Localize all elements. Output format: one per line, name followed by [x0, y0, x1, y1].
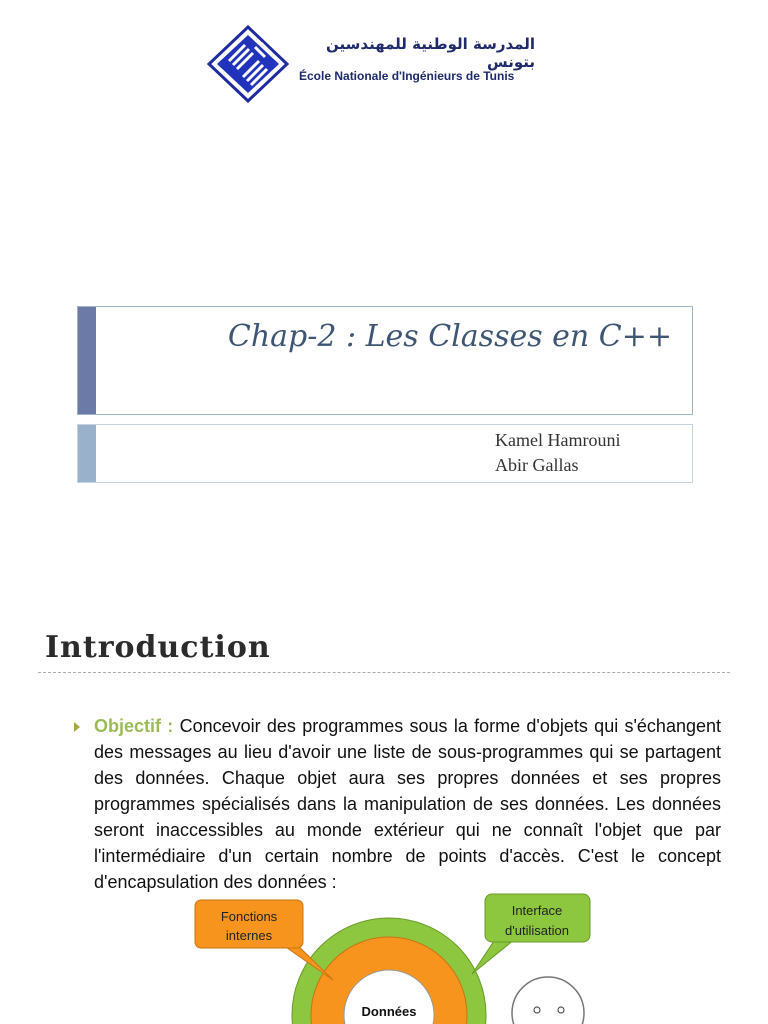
school-logo: [207, 25, 537, 105]
object-eye-right-icon: [558, 1007, 564, 1013]
objective-text: Concevoir des programmes sous la forme d'objets qui s'échangent des messages au lieu d'avoir une liste de sous-programmes qui se partagent des données. Chaque objet aura ses propres données et ses propres programmes spécialisés dans la manipulation de ses données. Les données seront inaccessibles au monde extérieur qui ne connaît l'objet que par l'intermédiaire d'un certain nombre de points d'accès. C'est le concept d'encapsulation des données :: [94, 716, 721, 892]
bullet-arrow-icon: [74, 722, 80, 732]
callout-left-line1: Fonctions: [220, 909, 278, 924]
callout-right-line2: d'utilisation: [505, 923, 569, 938]
objective-paragraph: [94, 713, 721, 895]
callout-right-line1: Interface: [511, 903, 563, 918]
data-core-label: Données: [361, 1004, 417, 1019]
other-object-circle: [512, 977, 584, 1024]
authors-accent-bar: [78, 425, 96, 482]
encapsulation-diagram: [0, 880, 768, 1024]
author-name: Kamel Hamrouni: [495, 430, 621, 450]
objective-label: Objectif :: [94, 716, 174, 736]
title-panel: [77, 306, 693, 415]
school-name-arabic: المدرسة الوطنية للمهندسين بتونس: [326, 35, 535, 71]
object-eye-left-icon: [534, 1007, 540, 1013]
authors-list: [495, 428, 620, 478]
title-accent-bar: [78, 307, 96, 414]
school-name-french: École Nationale d'Ingénieurs de Tunis: [299, 69, 515, 83]
heading-divider: [38, 672, 730, 673]
school-emblem-icon: [207, 25, 289, 103]
slide-title: Chap-2 : Les Classes en C++: [227, 319, 672, 354]
section-heading: Introduction: [45, 630, 271, 665]
authors-panel: [77, 424, 693, 483]
author-name: Abir Gallas: [495, 455, 579, 475]
callout-left-line2: internes: [225, 928, 273, 943]
